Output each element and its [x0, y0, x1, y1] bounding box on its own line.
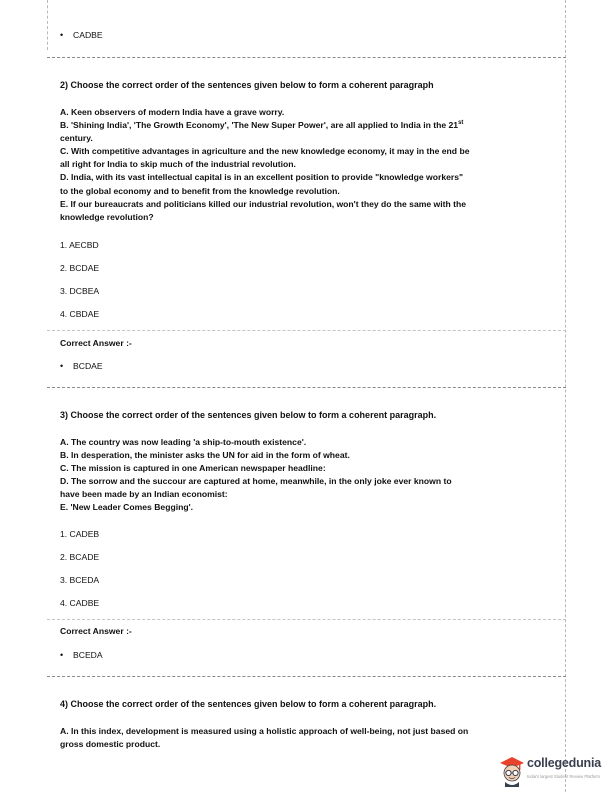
q2-sentences — [60, 106, 560, 224]
q3-answer: • BCEDA — [60, 649, 103, 663]
q2-sentence-c-cont: all right for India to skip much of the industrial revolution. — [60, 159, 296, 170]
q2-sentence-b — [60, 119, 560, 132]
document-page — [47, 0, 567, 792]
divider — [47, 57, 566, 58]
q4-sentences — [60, 725, 560, 751]
collegedunia-logo[interactable] — [497, 752, 612, 790]
q2-sentence-b-cont: century. — [60, 133, 93, 144]
q3-option-4: 4. CADBE — [60, 598, 100, 608]
q4-sentence-a-cont: gross domestic product. — [60, 739, 161, 750]
q3-sentences — [60, 436, 560, 515]
right-border — [565, 0, 566, 792]
q2-sentence-e-cont: knowledge revolution? — [60, 211, 154, 222]
q3-option-2: 2. BCADE — [60, 552, 100, 562]
q3-sentence-d-cont: have been made by an Indian economist: — [60, 489, 228, 500]
q2-sentence-d: D. India, with its vast intellectual capital is in an excellent position to provide "knowledge workers" — [60, 172, 464, 183]
q3-sentence-d: D. The sorrow and the succour are captured at home, meanwhile, in the only joke ever known to — [60, 476, 452, 487]
q4-sentence-a: A. In this index, development is measured using a holistic approach of well-being, not just based on — [60, 726, 469, 736]
q3-answer-label: Correct Answer :- — [60, 626, 132, 636]
q4-question: 4) Choose the correct order of the sentences given below to form a coherent paragraph. — [60, 699, 437, 709]
q2-sentence-a: A. Keen observers of modern India have a grave worry. — [60, 107, 285, 117]
left-border-top — [47, 0, 48, 50]
q2-sentence-b-sup: st — [458, 120, 464, 127]
divider-light — [47, 330, 566, 331]
divider — [47, 676, 566, 677]
q3-option-3: 3. BCEDA — [60, 575, 100, 585]
q3-option-1: 1. CADEB — [60, 529, 100, 539]
divider-light — [47, 619, 566, 620]
q3-sentence-b: B. In desperation, the minister asks the UN for aid in the form of wheat. — [60, 450, 350, 461]
logo-tagline: India's largest Student Review Platform — [527, 774, 600, 779]
q2-sentence-d-cont: to the global economy and to benefit from the knowledge revolution. — [60, 185, 340, 196]
q2-option-4: 4. CBDAE — [60, 309, 100, 319]
q2-answer-label: Correct Answer :- — [60, 338, 132, 348]
q3-question: 3) Choose the correct order of the sentences given below to form a coherent paragraph. — [60, 410, 437, 420]
q2-question: 2) Choose the correct order of the sentences given below to form a coherent paragraph — [60, 80, 434, 90]
q2-sentence-b-text: B. 'Shining India', 'The Growth Economy', 'The New Super Power', are all applied to India in the 21 — [60, 120, 459, 131]
q2-answer: • BCDAE — [60, 360, 103, 374]
q2-sentence-c: C. With competitive advantages in agriculture and the new knowledge economy, it may in the end be — [60, 146, 470, 157]
q2-option-1: 1. AECBD — [60, 240, 99, 250]
q2-option-3: 3. DCBEA — [60, 286, 100, 296]
divider — [47, 387, 566, 388]
logo-name: collegedunia — [527, 756, 602, 770]
q3-sentence-e: E. 'New Leader Comes Begging'. — [60, 502, 194, 513]
prev-answer-option: • CADBE — [60, 29, 103, 43]
mascot-icon — [497, 754, 527, 788]
q2-option-2: 2. BCDAE — [60, 263, 100, 273]
q2-sentence-e: E. If our bureaucrats and politicians killed our industrial revolution, won't they do the same with the — [60, 198, 467, 209]
q3-sentence-c: C. The mission is captured in one American newspaper headline: — [60, 463, 326, 474]
q3-sentence-a: A. The country was now leading 'a ship-to-mouth existence'. — [60, 437, 307, 447]
